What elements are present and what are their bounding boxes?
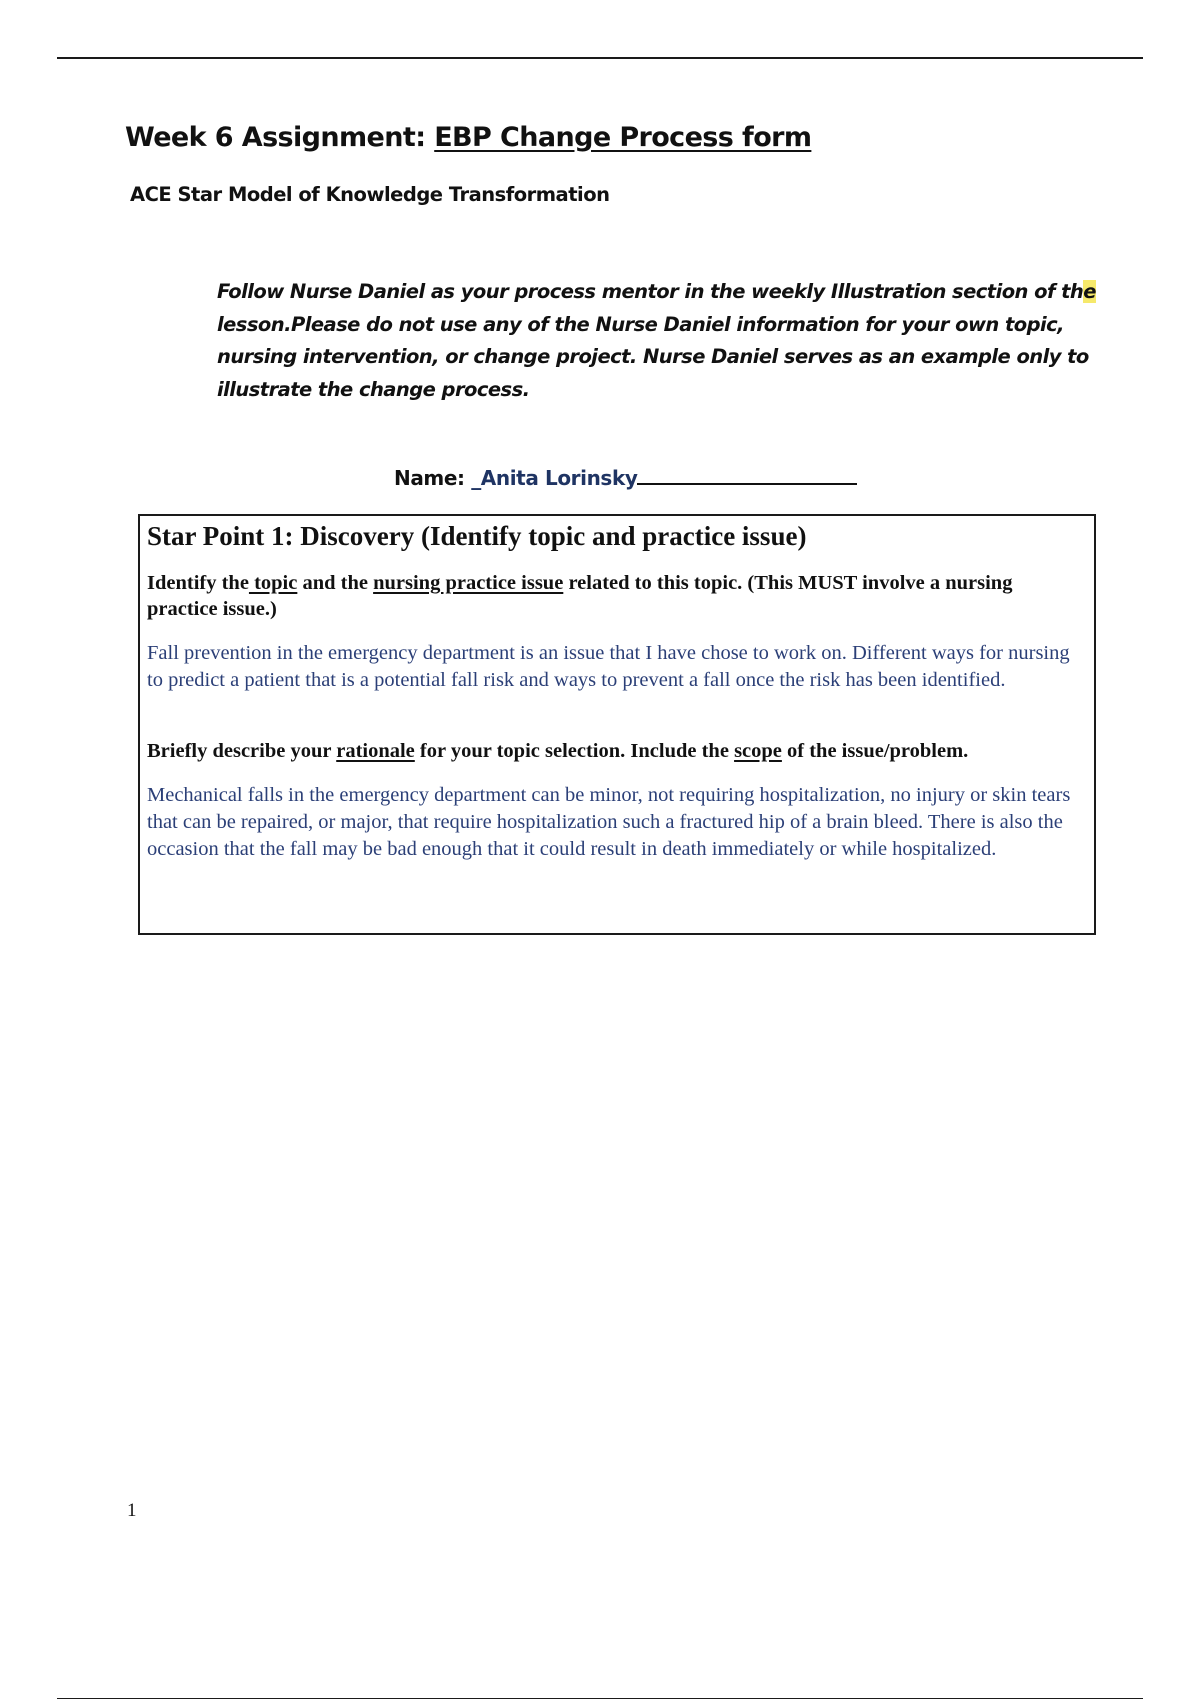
subtitle: ACE Star Model of Knowledge Transformation [130,183,610,206]
instructions-main: Follow Nurse Daniel as your process mentor in the weekly Illustration section of th [217,280,1084,303]
q1-text-a: Identify the [147,572,249,594]
q1-text-b: and the [297,572,374,594]
name-label: Name: [394,466,472,490]
question-topic [147,570,1082,622]
instructions-highlight: e [1083,280,1096,303]
instructions-paragraph [217,276,1097,406]
bottom-rule [57,1698,1143,1699]
q2-scope: scope [734,740,782,762]
name-value: _Anita Lorinsky [471,466,638,490]
title-prefix: Week 6 Assignment: [125,122,435,153]
q1-issue: nursing practice issue [373,572,564,594]
q2-text-b: for your topic selection. Include the [414,740,735,762]
q1-text-c: related to this topic. (This MUST involve a nursing practice issue.) [147,572,1013,620]
page-title [125,122,811,153]
page-number: 1 [127,1500,137,1521]
star-point-title: Star Point 1: Discovery (Identify topic and practice issue) [147,521,807,551]
name-row [394,465,857,490]
q2-text-a: Briefly describe your [147,740,337,762]
name-underline [637,465,857,485]
top-rule [57,57,1143,59]
q1-topic: topic [248,572,298,594]
q2-rationale: rationale [336,740,415,762]
instructions-rest: lesson.Please do not use any of the Nurse Daniel information for your own topic, nursing intervention, or change project. Nurse Daniel serves as an example only to illustrate the change process. [217,312,1089,401]
q2-text-c: of the issue/problem. [781,740,969,762]
star-point-box [138,514,1096,935]
answer-topic: Fall prevention in the emergency department is an issue that I have chose to work on. Different ways for nursing to predict a patient that is a potential fall risk and ways to prevent a fall once the risk has been identified. [147,642,1070,691]
answer-rationale: Mechanical falls in the emergency department can be minor, not requiring hospitalization, no injury or skin tears that can be repaired, or major, that require hospitalization such a fractured hip of a brain bleed. There is also the occasion that the fall may be bad enough that it could result in death immediately or while hospitalized. [147,784,1071,860]
title-form-name: EBP Change Process form [434,122,812,153]
question-rationale [147,738,1082,764]
